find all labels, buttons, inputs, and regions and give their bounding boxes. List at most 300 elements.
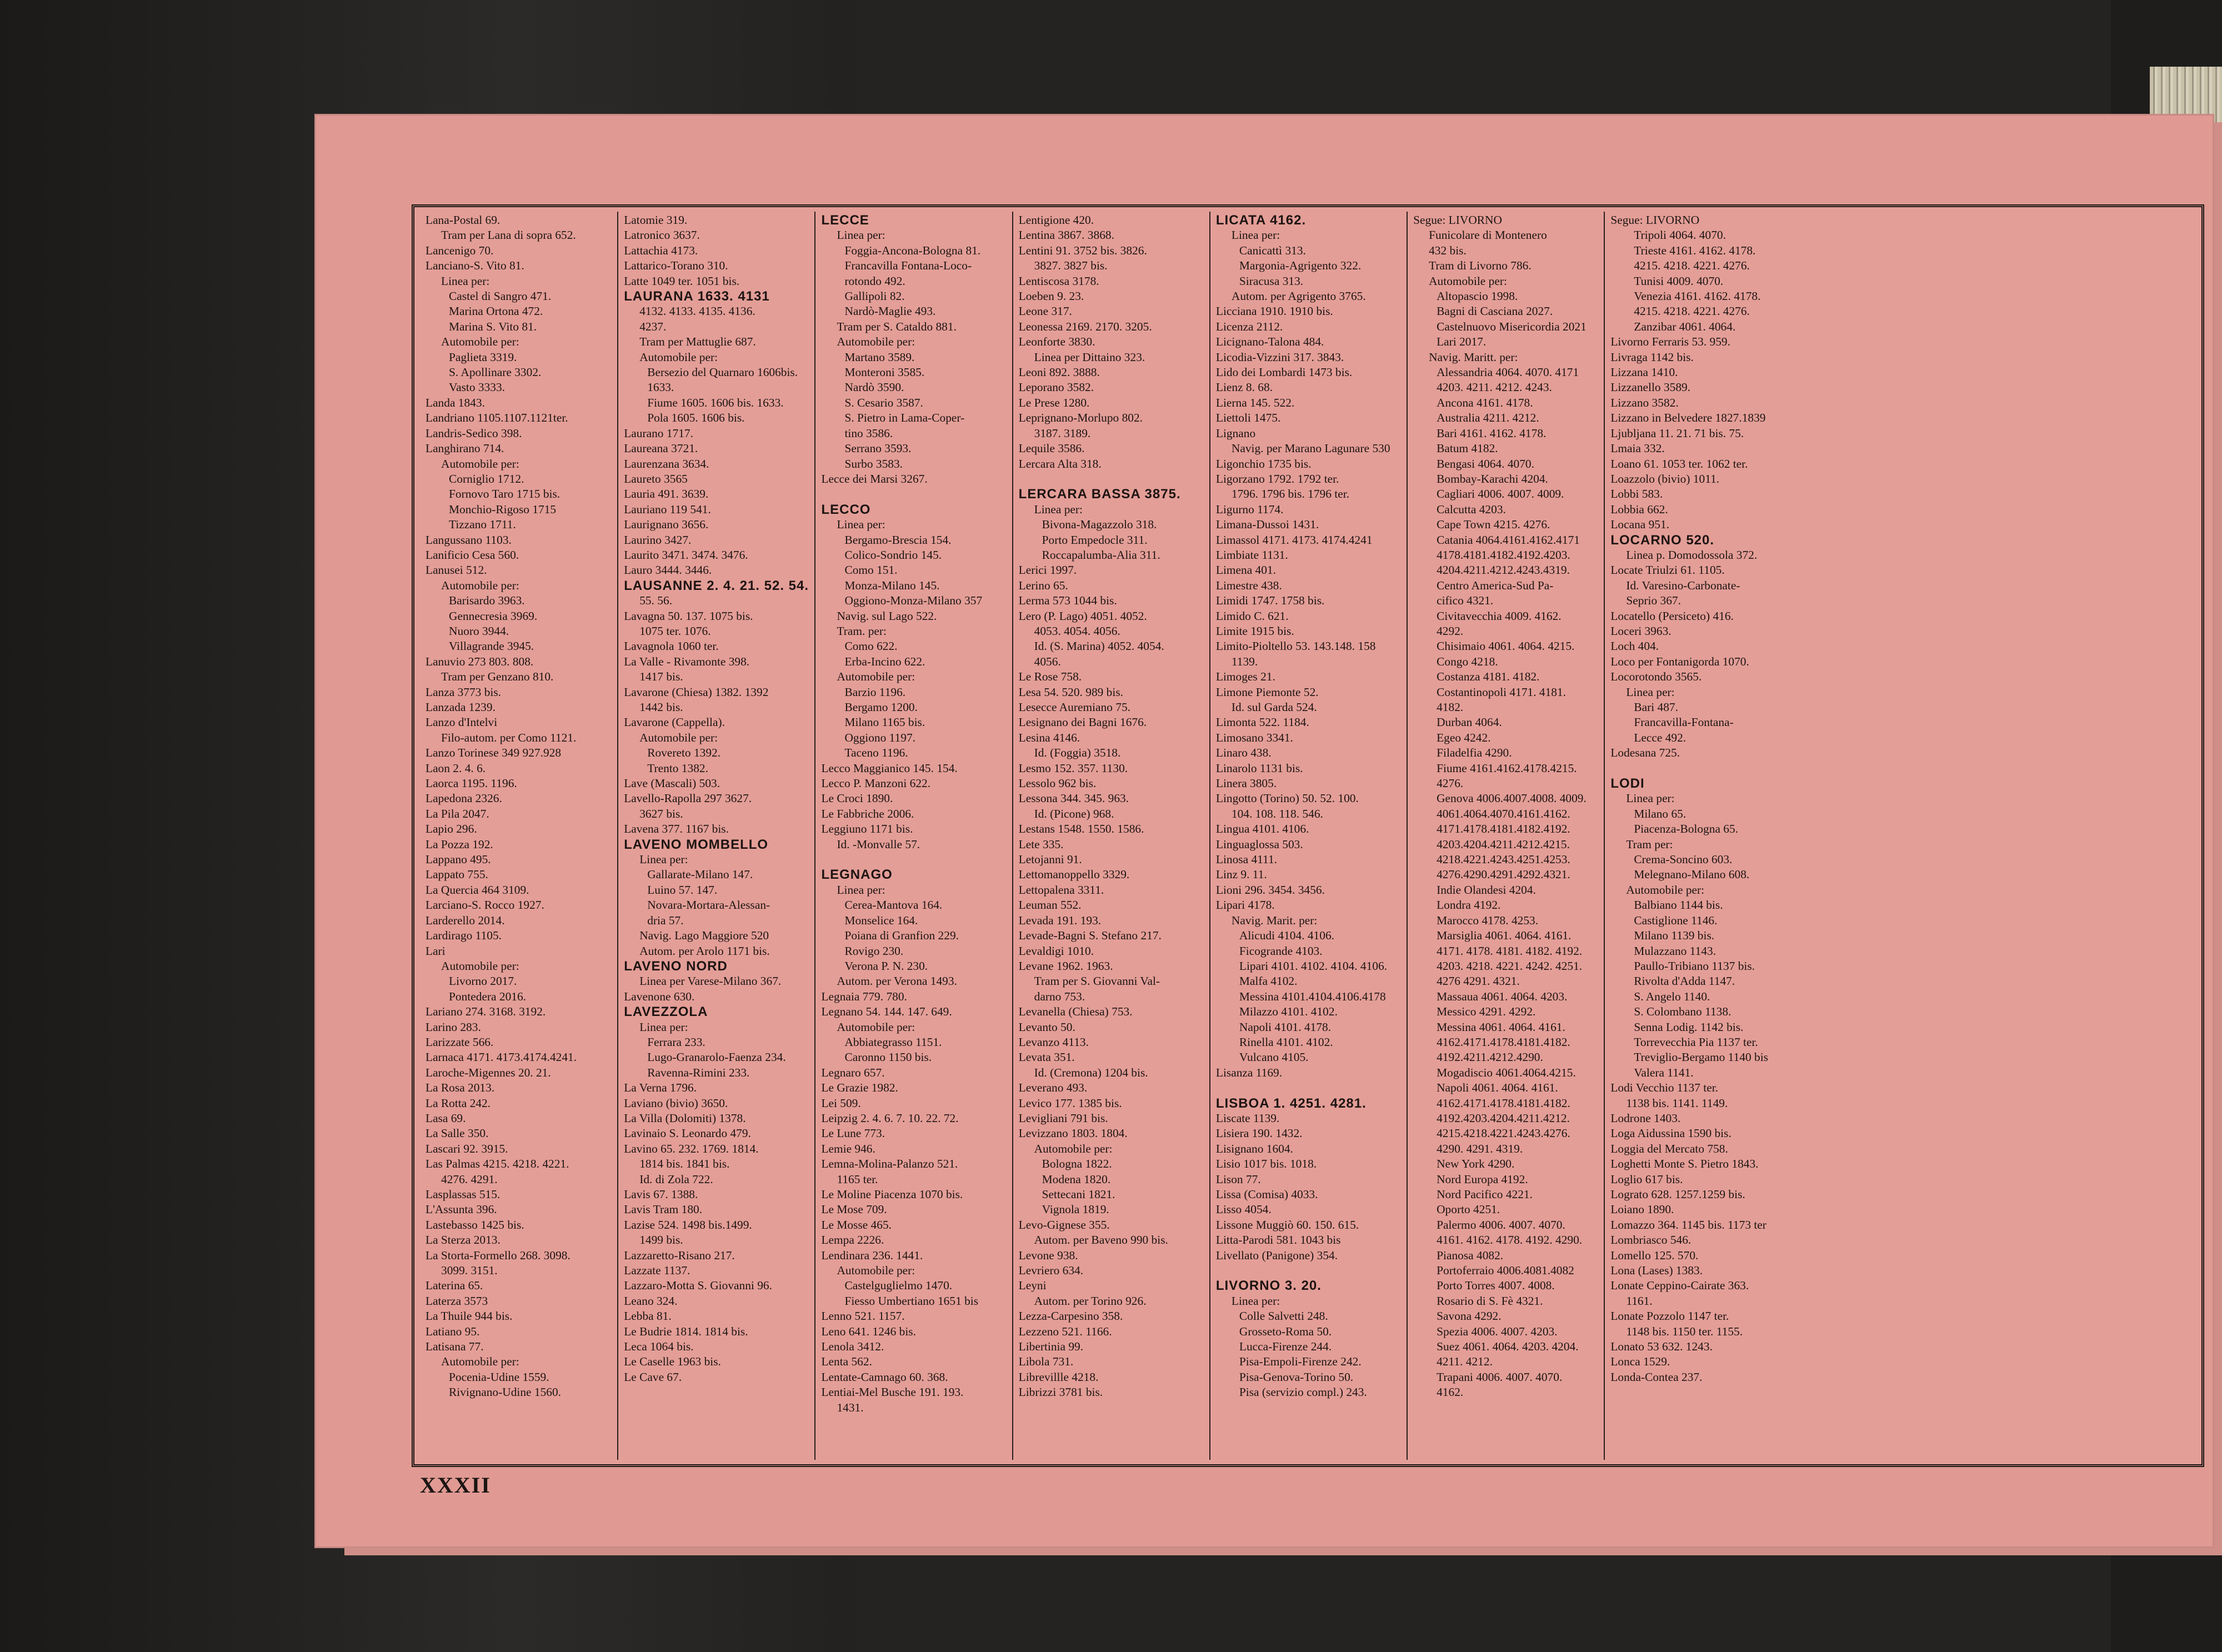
index-entry: Laterza 3573 <box>426 1294 488 1308</box>
index-entry: Batum 4182. <box>1437 442 1498 455</box>
index-entry: Lobbi 583. <box>1610 487 1663 501</box>
index-entry: Barisardo 3963. <box>449 594 525 608</box>
index-entry: Lauro 3444. 3446. <box>624 563 712 577</box>
index-entry: 4162.4171.4178.4181.4182. <box>1437 1096 1570 1110</box>
index-entry: Lioni 296. 3454. 3456. <box>1215 883 1325 897</box>
index-entry: Bagni di Casciana 2027. <box>1437 304 1553 318</box>
index-entry: Lemie 946. <box>821 1142 875 1155</box>
index-entry: New York 4290. <box>1437 1157 1515 1171</box>
index-entry: Lipari 4178. <box>1215 898 1275 912</box>
index-entry: Bersezio del Quarnaro 1606bis. <box>647 366 798 379</box>
index-entry: Nardò 3590. <box>844 381 904 394</box>
index-entry: Lebba 81. <box>624 1309 672 1323</box>
index-entry: Rosario di S. Fè 4321. <box>1437 1294 1543 1308</box>
index-entry: Colle Salvetti 248. <box>1239 1309 1328 1323</box>
index-entry: Bari 487. <box>1634 700 1678 714</box>
index-entry: Lempa 2226. <box>821 1233 884 1247</box>
index-entry: Lenno 521. 1157. <box>821 1309 905 1323</box>
index-entry: Rovereto 1392. <box>647 746 721 760</box>
index-entry: 4061.4064.4070.4161.4162. <box>1437 807 1570 820</box>
index-entry: 4171. 4178. 4181. 4182. 4192. <box>1437 944 1583 958</box>
index-entry: Linea p. Domodossola 372. <box>1626 548 1758 562</box>
index-entry: 3627 bis. <box>639 807 683 820</box>
index-entry: Cape Town 4215. 4276. <box>1437 518 1550 532</box>
index-entry: Lissone Muggiò 60. 150. 615. <box>1215 1218 1359 1232</box>
index-entry: Fornovo Taro 1715 bis. <box>449 487 560 501</box>
index-entry: La Storta-Formello 268. 3098. <box>426 1248 570 1262</box>
index-entry: Levanzo 4113. <box>1018 1035 1089 1049</box>
index-entry: Tram per S. Giovanni Val- <box>1034 974 1160 988</box>
index-entry: Linea per: <box>837 228 885 242</box>
index-entry: Linarolo 1131 bis. <box>1215 761 1303 775</box>
index-entry: Venezia 4161. 4162. 4178. <box>1634 289 1761 303</box>
index-entry: Lison 77. <box>1215 1172 1261 1186</box>
index-entry: Chisimaio 4061. 4064. 4215. <box>1437 639 1575 653</box>
index-entry: Lattarico-Torano 310. <box>624 259 728 273</box>
index-entry: Senna Lodig. 1142 bis. <box>1634 1020 1744 1034</box>
index-entry: Monza-Milano 145. <box>844 578 940 592</box>
index-entry: Linosa 4111. <box>1215 853 1277 867</box>
index-entry: Taceno 1196. <box>844 746 908 760</box>
index-entry: Automobile per: <box>441 578 519 592</box>
index-entry: Melegnano-Milano 608. <box>1634 868 1750 882</box>
index-entry: Cagliari 4006. 4007. 4009. <box>1437 487 1564 501</box>
index-entry: Grosseto-Roma 50. <box>1239 1324 1332 1338</box>
index-entry: Levade-Bagni S. Stefano 217. <box>1018 929 1162 943</box>
index-entry: Id. (Foggia) 3518. <box>1034 746 1121 760</box>
index-entry: Seprio 367. <box>1626 594 1681 608</box>
index-entry: Linea per: <box>837 518 885 532</box>
index-entry: Lana-Postal 69. <box>426 213 501 227</box>
index-entry: Laurano 1717. <box>624 426 693 440</box>
index-entry <box>1610 761 1796 776</box>
index-entry: 4182. <box>1437 700 1464 714</box>
index-entry: Lenola 3412. <box>821 1340 884 1354</box>
index-entry: Lodrone 1403. <box>1610 1111 1681 1125</box>
index-entry: Loggia del Mercato 758. <box>1610 1142 1728 1155</box>
index-entry: Lanciano-S. Vito 81. <box>426 259 524 273</box>
index-entry: Segue: LIVORNO <box>1413 213 1502 227</box>
index-entry: Leno 641. 1246 bis. <box>821 1324 916 1338</box>
index-entry: Lanza 3773 bis. <box>426 685 502 699</box>
index-entry: Costanza 4181. 4182. <box>1437 670 1540 684</box>
index-entry: Lizzano 3582. <box>1610 396 1679 409</box>
index-entry: Mulazzano 1143. <box>1634 944 1716 958</box>
index-entry: 4292. <box>1437 624 1464 638</box>
index-entry: Lograto 628. 1257.1259 bis. <box>1610 1188 1745 1201</box>
index-entry: Lendinara 236. 1441. <box>821 1248 923 1262</box>
index-entry: rotondo 492. <box>844 274 905 288</box>
index-entry: La Quercia 464 3109. <box>426 883 529 897</box>
index-entry: Lanusei 512. <box>426 563 487 577</box>
index-entry: Lanzo d'Intelvi <box>426 715 498 729</box>
index-entry: Lmaia 332. <box>1610 442 1665 455</box>
index-entry: Linea per: <box>1231 228 1280 242</box>
index-entry: Loghetti Monte S. Pietro 1843. <box>1610 1157 1759 1171</box>
index-entry: Liscate 1139. <box>1215 1111 1280 1125</box>
index-entry: Leporano 3582. <box>1018 381 1094 394</box>
index-entry: Le Cave 67. <box>624 1370 682 1384</box>
index-entry: Porto Empedocle 311. <box>1042 533 1148 547</box>
index-entry: Leyni <box>1018 1279 1047 1293</box>
index-entry: Francavilla Fontana-Loco- <box>844 259 972 273</box>
index-entry: Las Palmas 4215. 4218. 4221. <box>426 1157 569 1171</box>
index-entry: Tram. per: <box>837 624 887 638</box>
index-entry: Monteroni 3585. <box>844 366 925 379</box>
index-entry: 1499 bis. <box>639 1233 683 1247</box>
index-entry: Nord Pacifico 4221. <box>1437 1188 1533 1201</box>
index-entry: tino 3586. <box>844 426 893 440</box>
index-entry: Lapedona 2326. <box>426 792 502 805</box>
index-columns <box>420 212 2196 1460</box>
index-entry: Oporto 4251. <box>1437 1203 1500 1217</box>
index-entry: Paglieta 3319. <box>449 350 517 364</box>
index-entry: Ligurno 1174. <box>1215 502 1284 516</box>
index-entry: Londra 4192. <box>1437 898 1501 912</box>
index-entry: Lappano 495. <box>426 853 491 867</box>
index-entry: Lingotto (Torino) 50. 52. 100. <box>1215 792 1359 805</box>
index-entry: Limbiate 1131. <box>1215 548 1288 562</box>
index-entry: Larino 283. <box>426 1020 481 1034</box>
index-entry: Liettoli 1475. <box>1215 411 1281 425</box>
index-entry: Lazise 524. 1498 bis.1499. <box>624 1218 752 1232</box>
index-entry: Malfa 4102. <box>1239 974 1298 988</box>
index-entry: Fiume 4161.4162.4178.4215. <box>1437 761 1577 775</box>
index-entry: Linz 9. 11. <box>1215 868 1267 882</box>
index-entry: Autom. per Baveno 990 bis. <box>1034 1233 1168 1247</box>
index-entry: Leggiuno 1171 bis. <box>821 822 913 836</box>
index-entry: Lessona 344. 345. 963. <box>1018 792 1129 805</box>
index-entry: Libola 731. <box>1018 1355 1074 1369</box>
index-entry: Automobile per: <box>1429 274 1507 288</box>
index-entry: Pocenia-Udine 1559. <box>449 1370 549 1384</box>
index-entry: Leone 317. <box>1018 304 1072 318</box>
index-entry <box>1216 1263 1402 1278</box>
index-entry: Lerino 65. <box>1018 578 1068 592</box>
index-entry: Ferrara 233. <box>647 1035 705 1049</box>
index-entry: Margonia-Agrigento 322. <box>1239 259 1362 273</box>
index-entry: Leverano 493. <box>1018 1081 1088 1095</box>
index-entry: Licciana 1910. 1910 bis. <box>1215 304 1333 318</box>
index-entry: Lavello-Rapolla 297 3627. <box>624 792 752 805</box>
index-entry: Lessolo 962 bis. <box>1018 777 1097 790</box>
index-entry: Le Rose 758. <box>1018 670 1082 684</box>
index-entry: Vasto 3333. <box>449 381 506 394</box>
index-entry: Trento 1382. <box>647 761 708 775</box>
index-entry: Licenza 2112. <box>1215 319 1283 333</box>
index-entry: LIVORNO 3. 20. <box>1215 1278 1322 1294</box>
index-entry: Linea per Dittaino 323. <box>1034 350 1145 364</box>
index-entry: Leonforte 3830. <box>1018 335 1095 349</box>
index-entry: Rovigo 230. <box>844 944 904 958</box>
index-entry: Lingua 4101. 4106. <box>1215 822 1309 836</box>
index-entry: Lecco Maggianico 145. 154. <box>821 761 958 775</box>
index-entry: Levizzano 1803. 1804. <box>1018 1127 1128 1140</box>
index-entry: LISBOA 1. 4251. 4281. <box>1215 1095 1367 1111</box>
index-entry: Bari 4161. 4162. 4178. <box>1437 426 1547 440</box>
index-entry: Larizzate 566. <box>426 1035 494 1049</box>
index-entry: Bergamo 1200. <box>844 700 918 714</box>
index-entry: Egeo 4242. <box>1437 730 1491 744</box>
index-entry: 4276. 4291. <box>441 1172 498 1186</box>
index-entry: Lete 335. <box>1018 837 1064 851</box>
index-entry: LECCO <box>821 502 871 517</box>
index-entry: Latte 1049 ter. 1051 bis. <box>624 274 740 288</box>
index-entry: Costantinopoli 4171. 4181. <box>1437 685 1567 699</box>
index-entry: Latisana 77. <box>426 1340 484 1354</box>
index-entry: Lezzeno 521. 1166. <box>1018 1324 1112 1338</box>
index-entry: 4171.4178.4181.4182.4192. <box>1437 822 1570 836</box>
index-entry: Limonta 522. 1184. <box>1215 715 1309 729</box>
index-entry: Tram per: <box>1626 837 1673 851</box>
index-entry: 1139. <box>1231 654 1258 668</box>
index-entry: Ligorzano 1792. 1792 ter. <box>1215 472 1339 485</box>
index-entry: Autom. per Verona 1493. <box>837 974 957 988</box>
index-entry: 3099. 3151. <box>441 1264 498 1278</box>
index-entry: Lesecce Auremiano 75. <box>1018 700 1130 714</box>
index-entry: Latomie 319. <box>624 213 688 227</box>
index-entry: Como 622. <box>844 639 898 653</box>
index-entry: 4290. 4291. 4319. <box>1437 1142 1523 1155</box>
index-entry: Lienz 8. 68. <box>1215 381 1273 394</box>
index-entry: 4218.4221.4243.4251.4253. <box>1437 853 1570 867</box>
index-entry: Le Fabbriche 2006. <box>821 807 914 820</box>
index-entry: Barzio 1196. <box>844 685 906 699</box>
index-entry: Filadelfia 4290. <box>1437 746 1512 760</box>
index-entry: Modena 1820. <box>1042 1172 1111 1186</box>
index-entry: Marina Ortona 472. <box>449 304 543 318</box>
index-entry: Lonato 53 632. 1243. <box>1610 1340 1713 1354</box>
index-column-2 <box>617 212 814 1460</box>
index-entry: Monselice 164. <box>844 913 918 927</box>
index-entry: Tunisi 4009. 4070. <box>1634 274 1724 288</box>
index-entry: Verona P. N. 230. <box>844 959 928 973</box>
index-entry: Napoli 4061. 4064. 4161. <box>1437 1081 1558 1095</box>
index-entry: Limone Piemonte 52. <box>1215 685 1319 699</box>
index-entry: Lugo-Granarolo-Faenza 234. <box>647 1050 786 1064</box>
document-page <box>314 114 2214 1548</box>
index-entry: Legnaro 657. <box>821 1065 885 1079</box>
index-entry: 1138 bis. 1141. 1149. <box>1626 1096 1728 1110</box>
index-entry: Nuoro 3944. <box>449 624 509 638</box>
index-entry: Suez 4061. 4064. 4203. 4204. <box>1437 1340 1579 1354</box>
index-entry: Lierna 145. 522. <box>1215 396 1295 409</box>
page-number: XXXII <box>420 1473 491 1498</box>
index-entry: Lauriano 119 541. <box>624 502 711 516</box>
index-entry: Locana 951. <box>1610 518 1670 532</box>
index-entry: Tram di Livorno 786. <box>1429 259 1532 273</box>
index-entry: Tram per Mattuglie 687. <box>639 335 756 349</box>
index-entry: Latiano 95. <box>426 1324 480 1338</box>
index-entry: Settecani 1821. <box>1042 1188 1115 1201</box>
index-entry: Limena 401. <box>1215 563 1276 577</box>
index-entry: Castel di Sangro 471. <box>449 289 552 303</box>
index-entry: 4053. 4054. 4056. <box>1034 624 1120 638</box>
index-entry: La Sterza 2013. <box>426 1233 501 1247</box>
index-entry <box>821 852 1007 867</box>
index-entry: Loeben 9. 23. <box>1018 289 1084 303</box>
index-entry: Levriero 634. <box>1018 1264 1084 1278</box>
index-entry: 4056. <box>1034 654 1061 668</box>
index-entry: Tram per Lana di sopra 652. <box>441 228 576 242</box>
index-entry: Savona 4292. <box>1437 1309 1502 1323</box>
index-entry: Como 151. <box>844 563 898 577</box>
index-entry: Linera 3805. <box>1215 777 1277 790</box>
index-entry: Siracusa 313. <box>1239 274 1304 288</box>
index-entry: Lido dei Lombardi 1473 bis. <box>1215 366 1353 379</box>
index-entry: Treviglio-Bergamo 1140 bis <box>1634 1050 1768 1064</box>
index-entry: LICATA 4162. <box>1215 213 1307 228</box>
index-entry: La Valle - Rivamonte 398. <box>624 654 750 668</box>
index-entry: Laviano (bivio) 3650. <box>624 1096 728 1110</box>
index-entry: Levico 177. 1385 bis. <box>1018 1096 1122 1110</box>
index-entry: Lazzaretto-Risano 217. <box>624 1248 735 1262</box>
index-entry: Portoferraio 4006.4081.4082 <box>1437 1264 1574 1278</box>
index-entry: Trapani 4006. 4007. 4070. <box>1437 1370 1563 1384</box>
index-entry: Zanzibar 4061. 4064. <box>1634 319 1736 333</box>
index-entry: Lavena 377. 1167 bis. <box>624 822 729 836</box>
index-entry: Trieste 4161. 4162. 4178. <box>1634 243 1756 257</box>
index-entry: Gallipoli 82. <box>844 289 905 303</box>
index-entry: 1431. <box>837 1400 864 1414</box>
index-entry: Lattachia 4173. <box>624 243 698 257</box>
index-entry: Lavarone (Cappella). <box>624 715 725 729</box>
index-entry: La Pila 2047. <box>426 807 489 820</box>
index-entry: Limido C. 621. <box>1215 609 1289 623</box>
index-entry: Automobile per: <box>639 350 718 364</box>
index-column-1 <box>420 212 617 1460</box>
index-entry: 4162.4171.4178.4181.4182. <box>1437 1035 1570 1049</box>
index-entry: Navig. Marit. per: <box>1231 913 1318 927</box>
index-entry: Lecce 492. <box>1634 730 1686 744</box>
index-entry: Spezia 4006. 4007. 4203. <box>1437 1324 1558 1338</box>
index-entry: Milazzo 4101. 4102. <box>1239 1005 1338 1019</box>
index-entry: Larnaca 4171. 4173.4174.4241. <box>426 1050 577 1064</box>
index-entry: Lavarone (Chiesa) 1382. 1392 <box>624 685 769 699</box>
index-entry: Milano 1139 bis. <box>1634 929 1715 943</box>
index-entry: Automobile per: <box>441 1355 519 1369</box>
index-entry: Lapio 296. <box>426 822 477 836</box>
index-entry: Lariano 274. 3168. 3192. <box>426 1005 546 1019</box>
index-entry: Levanella (Chiesa) 753. <box>1018 1005 1133 1019</box>
index-entry: Lipari 4101. 4102. 4104. 4106. <box>1239 959 1388 973</box>
index-entry: Leonessa 2169. 2170. 3205. <box>1018 319 1152 333</box>
index-entry: Francavilla-Fontana- <box>1634 715 1734 729</box>
index-entry: LAUSANNE 2. 4. 21. 52. 54. <box>624 578 809 593</box>
index-entry: Canicattì 313. <box>1239 243 1306 257</box>
index-entry: S. Apollinare 3302. <box>449 366 542 379</box>
index-entry: Martano 3589. <box>844 350 915 364</box>
index-entry: Lisio 1017 bis. 1018. <box>1215 1157 1317 1171</box>
index-entry: Lomazzo 364. 1145 bis. 1173 ter <box>1610 1218 1766 1232</box>
index-entry: Tram per S. Cataldo 881. <box>837 319 957 333</box>
index-entry: Autom. per Arolo 1171 bis. <box>639 944 770 958</box>
index-entry: Rivignano-Udine 1560. <box>449 1385 561 1399</box>
index-entry: Lentiscosa 3178. <box>1018 274 1099 288</box>
index-entry: 4192.4203.4204.4211.4212. <box>1437 1111 1570 1125</box>
index-entry: Lauria 491. 3639. <box>624 487 709 501</box>
index-entry: Lentini 91. 3752 bis. 3826. <box>1018 243 1147 257</box>
index-entry: dria 57. <box>647 913 684 927</box>
index-entry: Lascari 92. 3915. <box>426 1142 508 1155</box>
index-entry: 4215.4218.4221.4243.4276. <box>1437 1127 1570 1140</box>
index-entry: Paullo-Tribiano 1137 bis. <box>1634 959 1755 973</box>
index-entry: 55. 56. <box>639 594 673 608</box>
index-entry: Leano 324. <box>624 1294 678 1308</box>
index-entry: Loglio 617 bis. <box>1610 1172 1683 1186</box>
index-entry: Messina 4101.4104.4106.4178 <box>1239 989 1386 1003</box>
index-entry: Centro America-Sud Pa- <box>1437 578 1554 592</box>
index-entry: Id. Varesino-Carbonate- <box>1626 578 1740 592</box>
index-entry: Novara-Mortara-Alessan- <box>647 898 770 912</box>
index-entry: 1148 bis. 1150 ter. 1155. <box>1626 1324 1743 1338</box>
index-entry: Ancona 4161. 4178. <box>1437 396 1533 409</box>
index-entry: Le Grazie 1982. <box>821 1081 898 1095</box>
index-entry: Automobile per: <box>441 335 519 349</box>
index-entry: Lenta 562. <box>821 1355 872 1369</box>
index-entry: Linea per: <box>1626 685 1675 699</box>
index-entry: Licignano-Talona 484. <box>1215 335 1324 349</box>
index-entry: Lavenone 630. <box>624 989 695 1003</box>
index-entry: Legnano 54. 144. 147. 649. <box>821 1005 952 1019</box>
index-entry: Lestans 1548. 1550. 1586. <box>1018 822 1144 836</box>
index-entry: Lavagnola 1060 ter. <box>624 639 719 653</box>
index-entry: 1796. 1796 bis. 1796 ter. <box>1231 487 1349 501</box>
index-entry: Larciano-S. Rocco 1927. <box>426 898 544 912</box>
index-entry: 4203. 4211. 4212. 4243. <box>1437 381 1552 394</box>
index-entry: Alessandria 4064. 4070. 4171 <box>1437 366 1579 379</box>
index-entry: Rinella 4101. 4102. <box>1239 1035 1333 1049</box>
index-entry: Messico 4291. 4292. <box>1437 1005 1536 1019</box>
index-entry: Rivolta d'Adda 1147. <box>1634 974 1735 988</box>
index-entry: 4211. 4212. <box>1437 1355 1493 1369</box>
index-entry: Vignola 1819. <box>1042 1203 1109 1217</box>
index-entry: Fiesso Umbertiano 1651 bis <box>844 1294 979 1308</box>
index-entry: Cerea-Mantova 164. <box>844 898 943 912</box>
index-entry: Lero (P. Lago) 4051. 4052. <box>1018 609 1147 623</box>
index-entry: Limito-Pioltello 53. 143.148. 158 <box>1215 639 1376 653</box>
index-entry: Pontedera 2016. <box>449 989 527 1003</box>
index-entry: Lesignano dei Bagni 1676. <box>1018 715 1147 729</box>
index-entry: Oggiono-Monza-Milano 357 <box>844 594 983 608</box>
index-column-4 <box>1012 212 1209 1460</box>
index-entry: Lecco P. Manzoni 622. <box>821 777 931 790</box>
index-entry: Automobile per: <box>1034 1142 1113 1155</box>
index-entry: LEGNAGO <box>821 867 893 883</box>
index-entry: Levanto 50. <box>1018 1020 1075 1034</box>
index-entry: Locatello (Persiceto) 416. <box>1610 609 1734 623</box>
index-entry: 4215. 4218. 4221. 4276. <box>1634 259 1750 273</box>
index-entry: Levo-Gignese 355. <box>1018 1218 1110 1232</box>
index-entry: Le Mosse 465. <box>821 1218 892 1232</box>
index-entry: Legnaia 779. 780. <box>821 989 907 1003</box>
index-entry: Automobile per: <box>639 730 718 744</box>
index-entry: Lesina 4146. <box>1018 730 1080 744</box>
index-entry: 4192.4211.4212.4290. <box>1437 1050 1543 1064</box>
index-entry: 4276.4290.4291.4292.4321. <box>1437 868 1570 882</box>
index-entry: Lisanza 1169. <box>1215 1065 1283 1079</box>
index-entry: Lizzana 1410. <box>1610 366 1678 379</box>
index-entry: Lappato 755. <box>426 868 488 882</box>
index-entry: Id. (Picone) 968. <box>1034 807 1114 820</box>
index-entry: 104. 108. 118. 546. <box>1231 807 1323 820</box>
index-entry: 4215. 4218. 4221. 4276. <box>1634 304 1750 318</box>
index-entry: Funicolare di Montenero <box>1429 228 1547 242</box>
index-entry: Le Prese 1280. <box>1018 396 1090 409</box>
index-entry: Nord Europa 4192. <box>1437 1172 1528 1186</box>
index-entry: Genova 4006.4007.4008. 4009. <box>1437 792 1587 805</box>
index-entry: Le Croci 1890. <box>821 792 893 805</box>
